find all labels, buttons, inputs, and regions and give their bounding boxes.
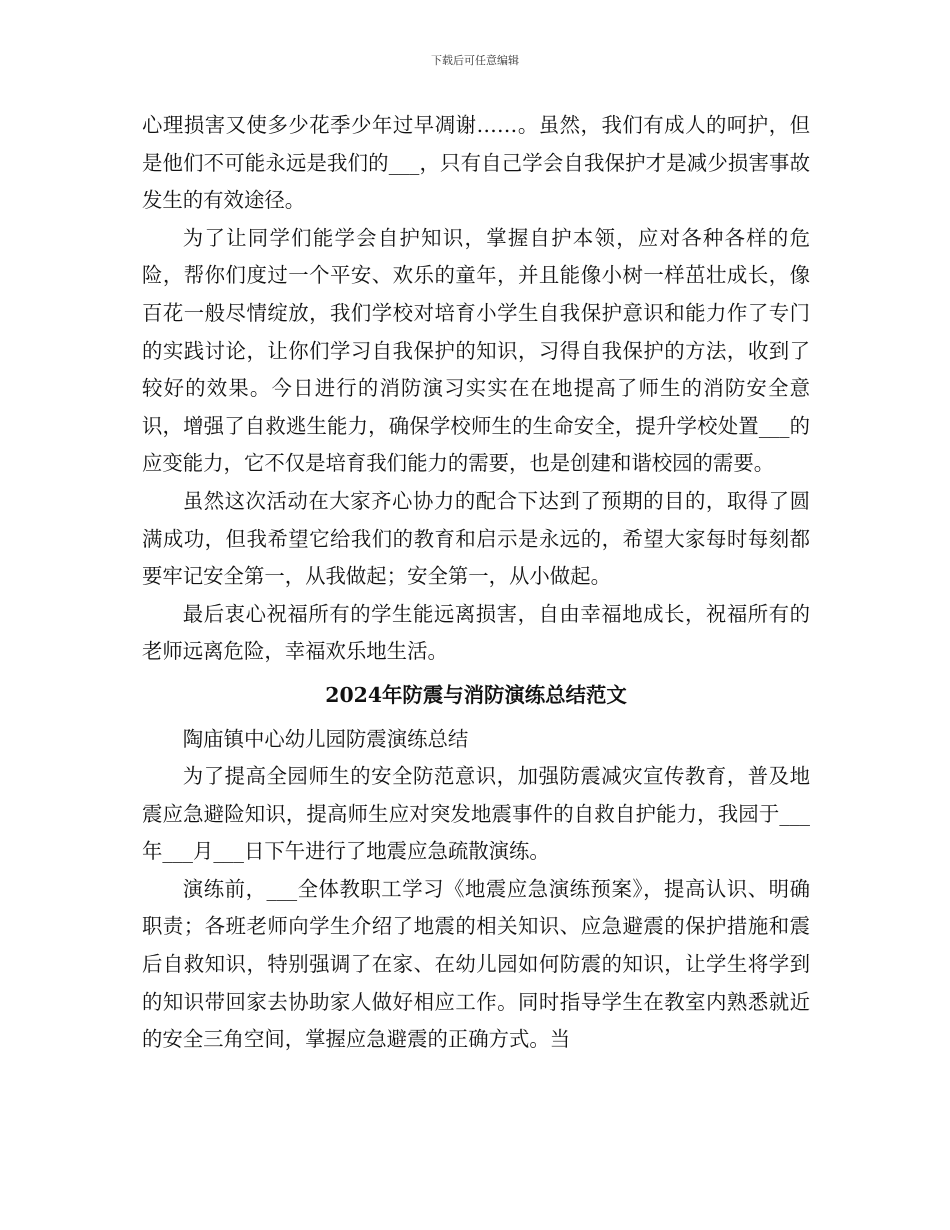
page-header: 下载后可任意编辑 (431, 54, 519, 67)
paragraph: 为了让同学们能学会自护知识，掌握自护本领，应对各种各样的危险，帮你们度过一个平安、欢乐的童年，并且能像小树一样茁壮成长，像百花一般尽情绽放，我们学校对培育小学生自我保护意识和能力作了专门的实践讨论，让你们学习自我保护的知识，习得自我保护的方法，收到了较好的效果。今日进行的消防演习实实在在地提高了师生的消防安全意识，增强了自救逃生能力，确保学校师生的生命安全，提升学校处置___的应变能力，它不仅是培育我们能力的需要，也是创建和谐校园的需要。 (142, 225, 810, 476)
paragraph: 为了提高全园师生的安全防范意识，加强防震减灾宣传教育，普及地震应急避险知识，提高师生应对突发地震事件的自救自护能力，我园于___年___月___日下午进行了地震应急疏散演练。 (142, 764, 810, 864)
document-title: 2024年防震与消防演练总结范文 (325, 682, 627, 707)
paragraph: 最后衷心祝福所有的学生能远离损害，自由幸福地成长，祝福所有的老师远离危险，幸福欢乐地生活。 (142, 601, 810, 664)
paragraph: 虽然这次活动在大家齐心协力的配合下达到了预期的目的，取得了圆满成功，但我希望它给我们的教育和启示是永远的，希望大家每时每刻都要牢记安全第一，从我做起；安全第一，从小做起。 (142, 488, 810, 589)
paragraph: 演练前，___全体教职工学习《地震应急演练预案》，提高认识、明确职责；各班老师向学生介绍了地震的相关知识、应急避震的保护措施和震后自救知识，特别强调了在家、在幼儿园如何防震的知识，让学生将学到的知识带回家去协助家人做好相应工作。同时指导学生在教室内熟悉就近的安全三角空间，掌握应急避震的正确方式。当 (142, 876, 810, 1052)
subtitle-line: 陶庙镇中心幼儿园防震演练总结 (182, 726, 469, 751)
paragraph-continued: 心理损害又使多少花季少年过早凋谢……。虽然，我们有成人的呵护，但是他们不可能永远是我们的___，只有自己学会自我保护才是减少损害事故发生的有效途径。 (142, 113, 810, 213)
document-body (142, 107, 810, 1059)
